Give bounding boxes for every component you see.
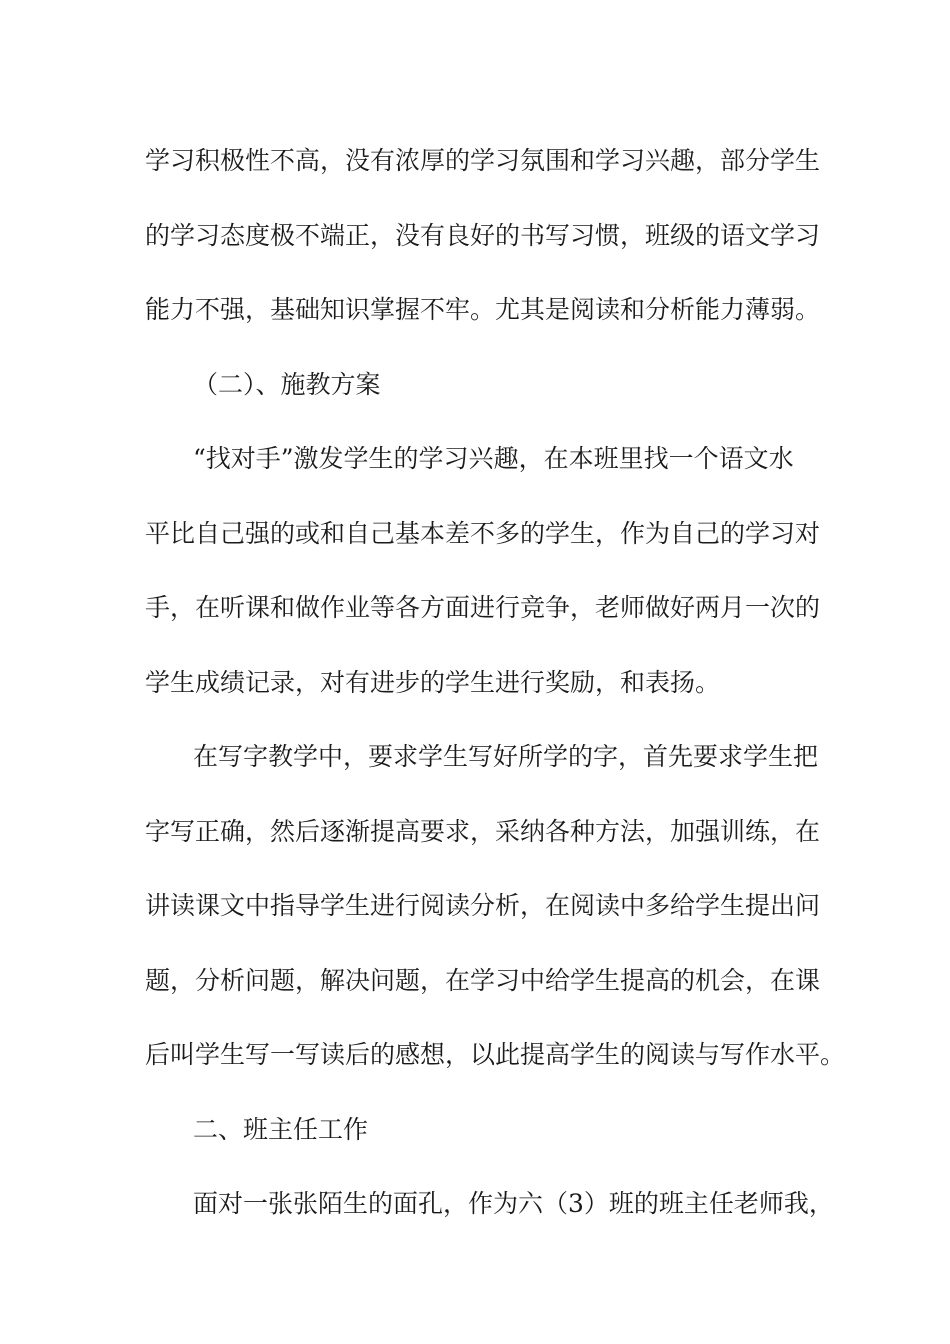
text-line: 讲读课文中指导学生进行阅读分析，在阅读中多给学生提出问 (145, 891, 821, 920)
document-body (145, 124, 846, 1242)
text-line: 能力不强，基础知识掌握不牢。尤其是阅读和分析能力薄弱。 (145, 295, 821, 324)
text-line: “找对手”激发学生的学习兴趣，在本班里找一个语文水 (193, 444, 794, 473)
text-line: 字写正确，然后逐渐提高要求，采纳各种方法，加强训练，在 (145, 816, 821, 846)
text-line: 的学习态度极不端正，没有良好的书写习惯，班级的语文学习 (145, 220, 821, 250)
section-heading-head-teacher-work (145, 1093, 805, 1168)
text-line: 学习积极性不高，没有浓厚的学习氛围和学习兴趣，部分学生 (145, 146, 821, 175)
paragraph-student-situation (145, 124, 821, 348)
text-line: 在写字教学中，要求学生写好所学的字，首先要求学生把 (193, 742, 819, 771)
section-heading: 二、班主任工作 (193, 1114, 369, 1144)
text-line: 学生成绩记录，对有进步的学生进行奖励，和表扬。 (145, 667, 721, 697)
text-line: 后叫学生写一写读后的感想，以此提高学生的阅读与写作水平。 (145, 1040, 846, 1069)
text-line: 题，分析问题，解决问题，在学习中给学生提高的机会，在课 (145, 965, 821, 995)
section-heading-teaching-plan (145, 348, 805, 423)
section-heading: （二）、施教方案 (193, 369, 381, 399)
text-line: 面对一张张陌生的面孔，作为六（3）班的班主任老师我， (193, 1189, 834, 1218)
paragraph-find-opponent (145, 422, 821, 720)
paragraph-head-teacher-intro (145, 1167, 834, 1242)
text-line: 平比自己强的或和自己基本差不多的学生，作为自己的学习对 (145, 518, 821, 548)
paragraph-writing-teaching (145, 720, 846, 1093)
text-line: 手，在听课和做作业等各方面进行竞争，老师做好两月一次的 (145, 593, 821, 622)
